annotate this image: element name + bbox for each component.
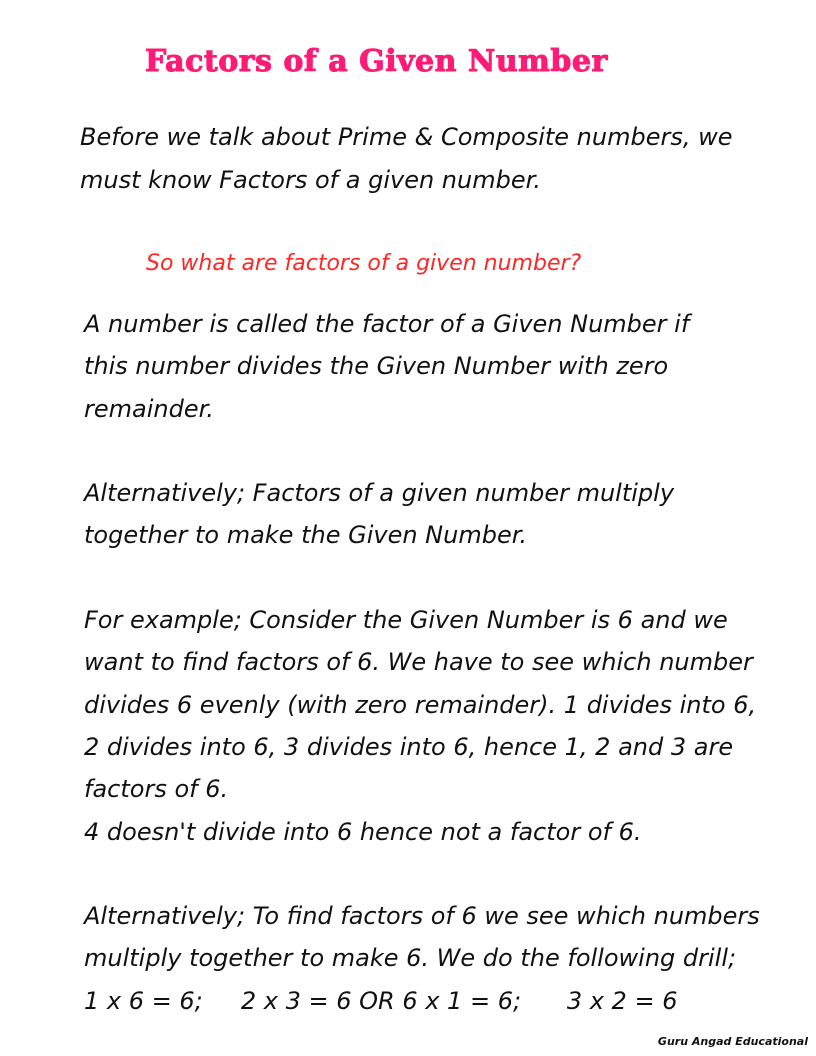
page-title: Factors of a Given Number [145,44,608,79]
example-line: factors of 6. [84,775,229,804]
body-text [84,303,794,1022]
alternative-line: together to make the Given Number. [84,521,528,550]
example-line: 2 divides into 6, 3 divides into 6, hence 1, 2 and 3 are [84,732,734,761]
example-line: For example; Consider the Given Number is 6 and we [84,606,728,635]
intro-paragraph [80,116,760,202]
intro-line: must know Factors of a given number. [80,166,541,194]
footer-credit: Guru Angad Educational [657,1035,808,1048]
alternative-paragraph-2 [84,895,794,1022]
definition-line: remainder. [84,394,214,423]
alternative-line: Alternatively; To find factors of 6 we see which numbers [84,902,760,931]
example-line: want to find factors of 6. We have to see which number [84,648,753,677]
example-line: divides 6 evenly (with zero remainder). 1 divides into 6, [84,690,757,719]
definition-paragraph [84,303,794,430]
alternative-paragraph-1 [84,472,794,557]
definition-line: A number is called the factor of a Given Number if [84,310,690,338]
example-paragraph [84,599,794,853]
example-line: 4 doesn't divide into 6 hence not a factor of 6. [84,817,642,846]
multiplication-drill: 1 x 6 = 6; 2 x 3 = 6 OR 6 x 1 = 6; 3 x 2 = 6 [84,986,678,1015]
alternative-line: multiply together to make 6. We do the following drill; [84,944,737,973]
intro-line: Before we talk about Prime & Composite numbers, we [80,123,733,151]
alternative-line: Alternatively; Factors of a given number multiply [84,479,675,508]
section-subheading: So what are factors of a given number? [146,251,582,276]
definition-line: this number divides the Given Number with zero [84,352,669,381]
